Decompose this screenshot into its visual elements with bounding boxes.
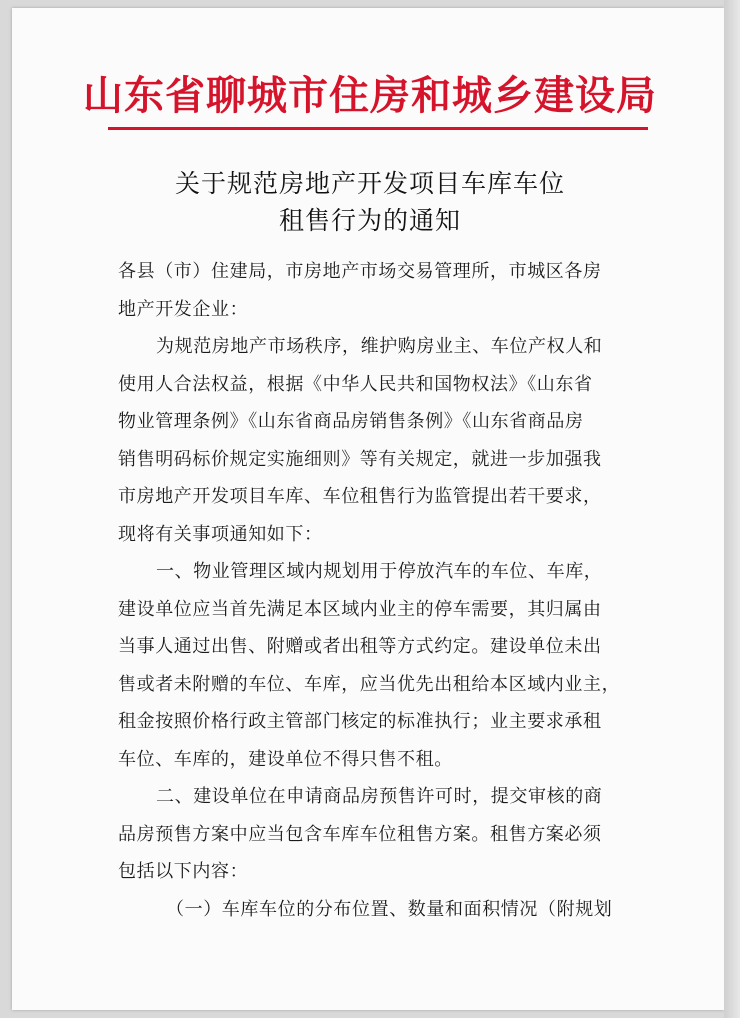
document-title-line-1: 关于规范房地产开发项目车库车位 [174, 169, 565, 198]
body-line: 一、物业管理区域内规划用于停放汽车的车位、车库， [156, 561, 603, 582]
document-title-line-2: 租售行为的通知 [278, 206, 461, 235]
header-red-rule [108, 127, 648, 130]
body-line: 各县（市）住建局，市房地产市场交易管理所，市城区各房 [118, 261, 602, 282]
body-line: 物业管理条例》《山东省商品房销售条例》《山东省商品房 [118, 411, 584, 432]
body-line: 地产开发企业： [118, 298, 249, 320]
document-body [118, 253, 623, 928]
scan-edge [724, 0, 740, 1018]
body-line: 包括以下内容： [118, 861, 249, 882]
body-line: 车位、车库的，建设单位不得只售不租。 [118, 748, 453, 770]
body-line: 租金按照价格行政主管部门核定的标准执行；业主要求承租 [118, 711, 602, 732]
body-line: （一）车库车位的分布位置、数量和面积情况（附规划 [166, 898, 613, 920]
body-line: 品房预售方案中应当包含车库车位租售方案。租售方案必须 [118, 823, 602, 845]
body-line: 销售明码标价规定实施细则》等有关规定，就进一步加强我 [118, 448, 602, 470]
body-line: 二、建设单位在申请商品房预售许可时，提交审核的商 [156, 786, 603, 807]
body-line: 现将有关事项通知如下： [118, 523, 323, 545]
body-line: 售或者未附赠的车位、车库，应当优先出租给本区域内业主， [118, 673, 621, 695]
body-line: 建设单位应当首先满足本区域内业主的停车需要，其归属由 [118, 598, 602, 620]
body-line: 当事人通过出售、附赠或者出租等方式约定。建设单位未出 [118, 636, 602, 657]
body-line: 市房地产开发项目车库、车位租售行为监管提出若干要求， [118, 486, 602, 507]
agency-header: 山东省聊城市住房和城乡建设局 [83, 72, 657, 119]
body-line: 为规范房地产市场秩序，维护购房业主、车位产权人和 [156, 336, 603, 357]
body-line: 使用人合法权益，根据《中华人民共和国物权法》《山东省 [118, 373, 593, 395]
